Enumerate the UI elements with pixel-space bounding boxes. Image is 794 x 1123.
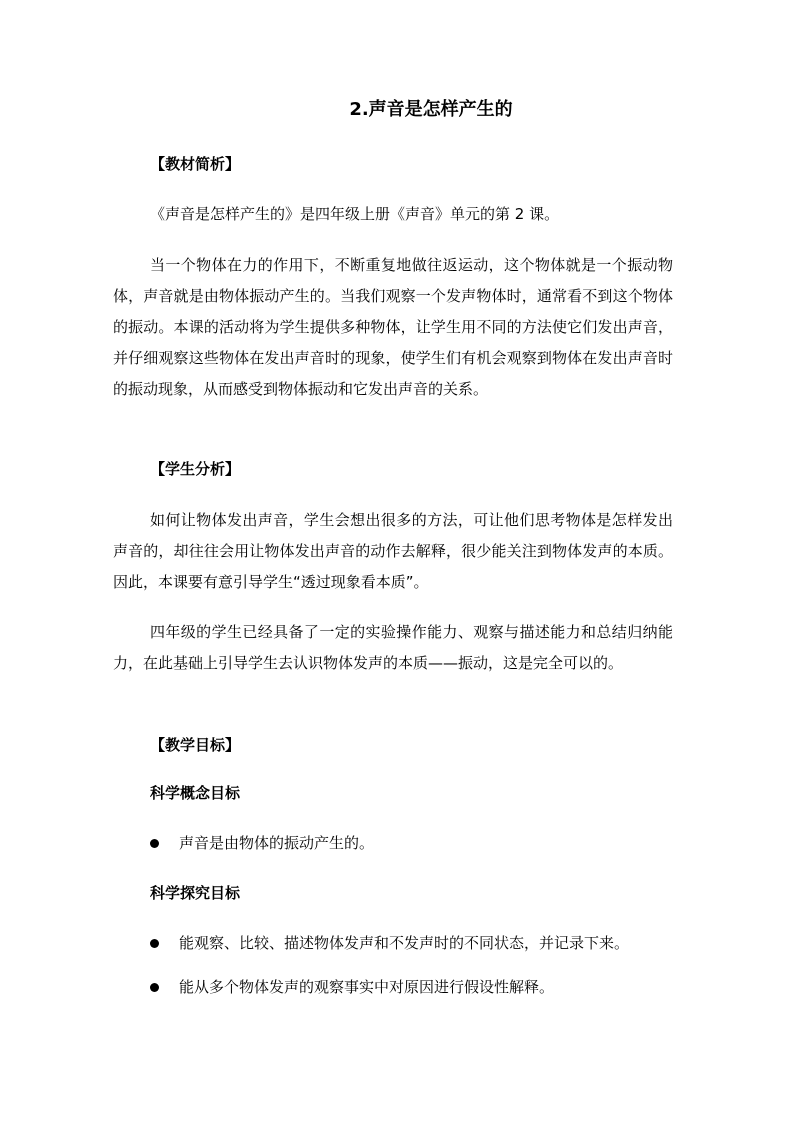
section-heading-student: 【学生分析】 [150, 460, 241, 478]
bullet-dot-icon [150, 983, 159, 992]
page-title: 2.声音是怎样产生的 [349, 99, 513, 120]
section-heading-goals: 【教学目标】 [150, 736, 241, 754]
list-item [150, 976, 554, 998]
list-item [150, 932, 629, 954]
inquiry-goal-2: 能从多个物体发声的观察事实中对原因进行假设性解释。 [179, 978, 555, 996]
analysis-paragraph-2: 当一个物体在力的作用下，不断重复地做往返运动，这个物体就是一个振动物体，声音就是由物体振动产生的。当我们观察一个发声物体时，通常看不到这个物体的振动。本课的活动将为学生提供多种物体，让学生用不同的方法使它们发出声音，并仔细观察这些物体在发出声音时的现象，使学生们有机会观察到物体在发出声音时的振动现象，从而感受到物体振动和它发出声音的关系。 [113, 256, 673, 398]
student-paragraph-2: 四年级的学生已经具备了一定的实验操作能力、观察与描述能力和总结归纳能力，在此基础上引导学生去认识物体发声的本质——振动，这是完全可以的。 [113, 623, 673, 672]
list-item [150, 832, 374, 854]
bullet-dot-icon [150, 939, 159, 948]
inquiry-goal-1: 能观察、比较、描述物体发声和不发声时的不同状态，并记录下来。 [179, 934, 630, 952]
concept-goals-heading: 科学概念目标 [150, 784, 241, 802]
student-paragraph-1: 如何让物体发出声音，学生会想出很多的方法，可让他们思考物体是怎样发出声音的，却往往会用让物体发出声音的动作去解释，很少能关注到物体发声的本质。因此，本课要有意引导学生“透过现象看本质”。 [113, 511, 673, 591]
analysis-paragraph-1: 《声音是怎样产生的》是四年级上册《声音》单元的第 2 课。 [150, 205, 560, 223]
concept-goal-1: 声音是由物体的振动产生的。 [179, 834, 375, 852]
bullet-dot-icon [150, 839, 159, 848]
section-heading-analysis: 【教材简析】 [150, 155, 241, 173]
inquiry-goals-heading: 科学探究目标 [150, 884, 241, 902]
